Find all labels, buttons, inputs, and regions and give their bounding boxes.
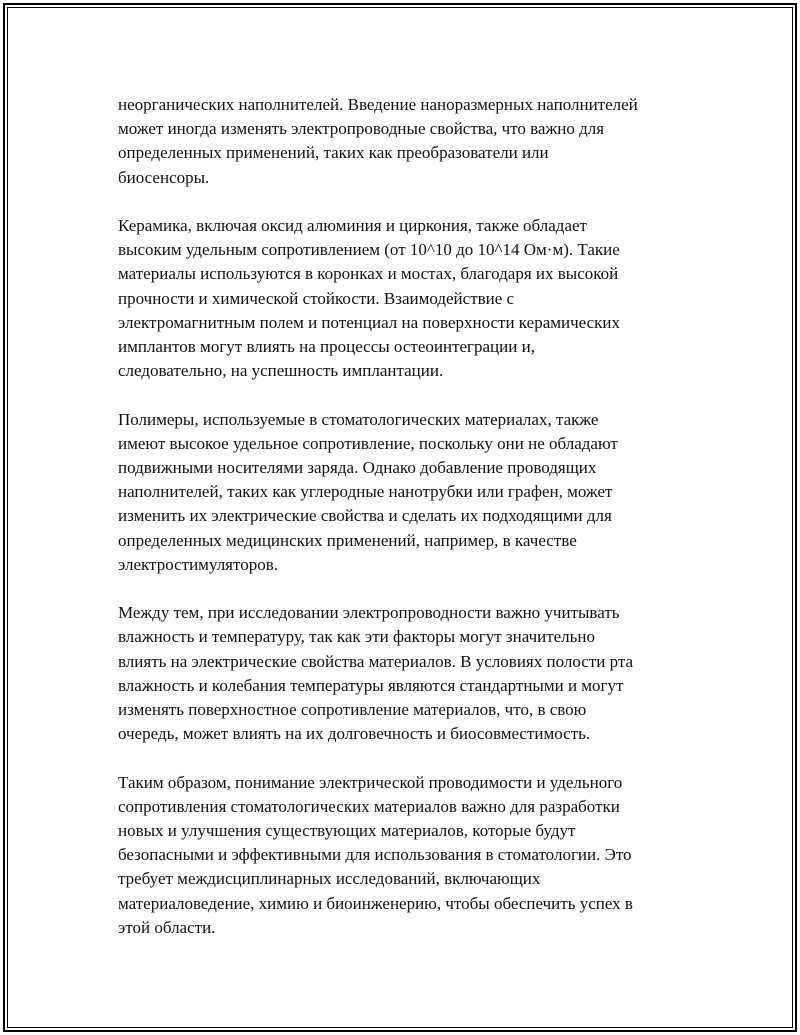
paragraph-polymers: Полимеры, используемые в стоматологических материалах, также имеют высокое удельное сопротивление, поскольку они не обладают подвижными носителями заряда. Однако добавление проводящих наполнителей, таких как углеродные нанотрубки или графен, может изменить их электрические свойства и сделать их подходящими для определенных медицинских применений, например, в качестве электростимуляторов. xyxy=(118,409,618,574)
paragraph-ceramics: Керамика, включая оксид алюминия и циркония, также обладает высоким удельным сопротивлением (от 10^10 до 10^14 Ом·м). Такие материалы используются в коронках и мостах, благодаря их высокой прочности и химической стойкости. Взаимодействие с электромагнитным полем и потенциал на поверхности керамических имплантов могут влиять на процессы остеоинтеграции и, следовательно, на успешность имплантации. xyxy=(118,216,621,381)
document-body xyxy=(118,93,708,964)
paragraph-humidity-temperature: Между тем, при исследовании электропроводности важно учитывать влажность и температуру, так как эти факторы могут значительно влиять на электрические свойства материалов. В условиях полости рта влажность и колебания температуры являются стандартными и могут изменять поверхностное сопротивление материалов, что, в свою очередь, может влиять на их долговечность и биосовместимость. xyxy=(118,603,634,744)
paragraph-fillers: неорганических наполнителей. Введение наноразмерных наполнителей может иногда изменять электропроводные свойства, что важно для определенных применений, таких как преобразователи или биосенсоры. xyxy=(118,95,638,187)
paragraph-conclusion: Таким образом, понимание электрической проводимости и удельного сопротивления стоматологических материалов важно для разработки новых и улучшения существующих материалов, которые будут безопасными и эффективными для использования в стоматологии. Это требует междисциплинарных исследований, включающих материаловедение, химию и биоинженерию, чтобы обеспечить успех в этой области. xyxy=(118,772,633,937)
